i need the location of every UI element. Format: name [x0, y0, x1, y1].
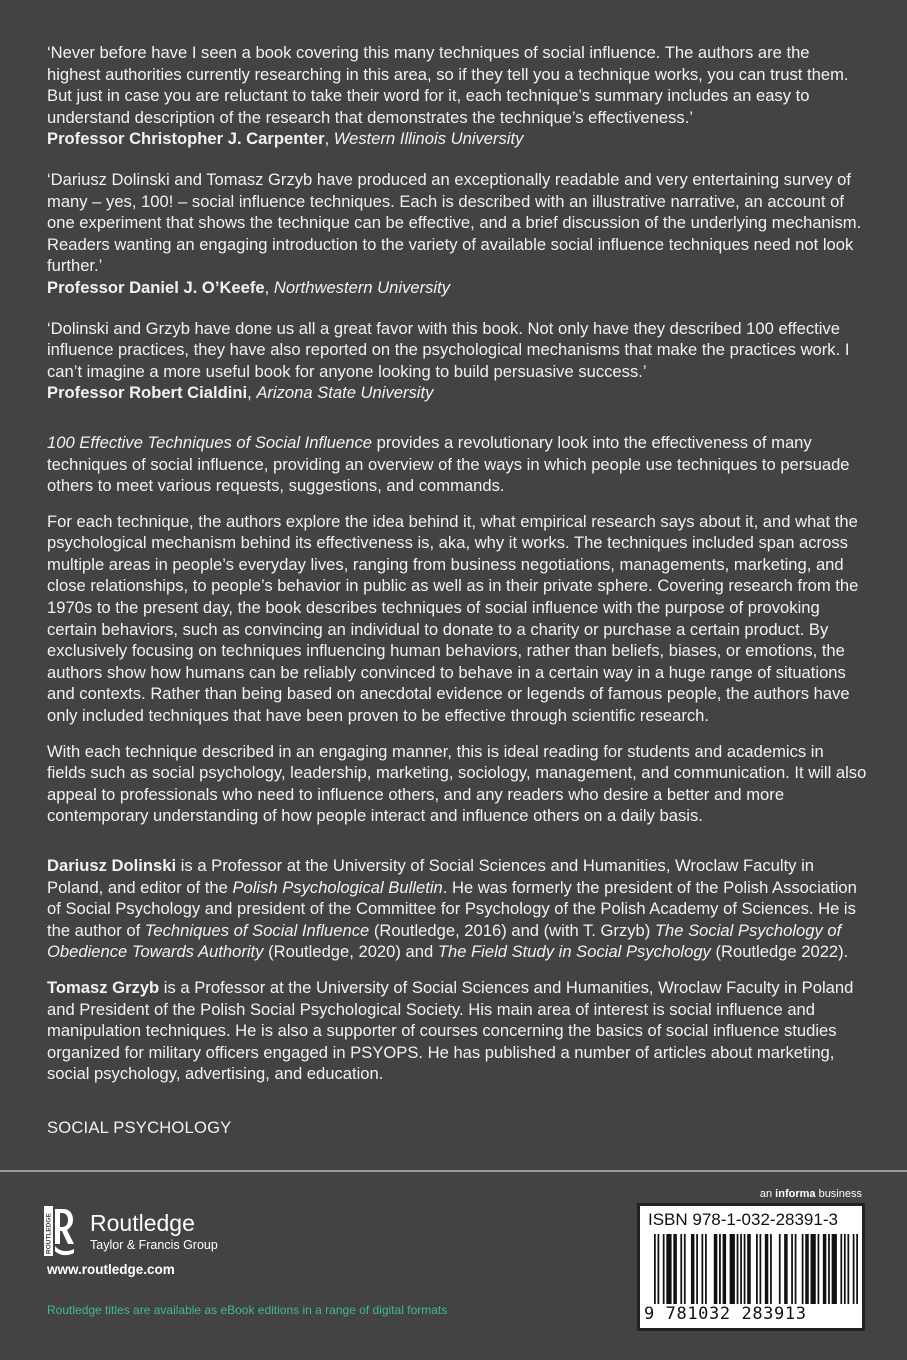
barcode-bar	[673, 1234, 677, 1304]
author-bio-1	[47, 855, 867, 963]
barcode-bar	[654, 1234, 656, 1304]
book-title: 100 Effective Techniques of Social Influence	[47, 432, 373, 452]
barcode-bar	[666, 1234, 671, 1304]
informa-business-label	[760, 1188, 862, 1200]
barcode-bar	[756, 1234, 758, 1304]
blurb-1	[47, 42, 867, 150]
blurb-2	[47, 169, 867, 299]
barcode-bar	[832, 1234, 837, 1304]
bio-text: . He was formerly the president of the Polish Association of Social Psychology and president of the Committee for Psychology of the Polish Academy of Sciences. He is the author of	[47, 877, 857, 940]
barcode-bar	[791, 1234, 793, 1304]
book-title: Techniques of Social Influence	[144, 920, 370, 940]
barcode-bar	[701, 1234, 703, 1304]
journal-title: Polish Psychological Bulletin	[232, 877, 443, 897]
back-cover-text	[47, 42, 867, 1085]
bio-text: is a Professor at the University of Social Sciences and Humanities, Wroclaw Faculty in Poland and President of the Polish Social Psychological Society. His main area of interest is social influence and manipulation techniques. He is also a supporter of courses concerning the basics of social influence studies organized for military officers engaged in PSYOPS. He has published a number of articles about marketing, social psychology, advertising, and education.	[47, 977, 854, 1084]
blurb-author: Professor Daniel J. O’Keefe	[47, 277, 265, 297]
blurb-affiliation: Western Illinois University	[333, 129, 524, 149]
divider	[0, 1170, 907, 1172]
blurb-affiliation: Arizona State University	[256, 383, 434, 403]
blurb-attribution: Professor Daniel J. O’Keefe, Northwestern University	[47, 277, 451, 297]
publisher-name: Routledge	[90, 1210, 195, 1236]
author-name: Tomasz Grzyb	[47, 977, 160, 997]
barcode-bar	[770, 1234, 772, 1304]
barcode-bar	[805, 1234, 809, 1304]
blurb-author: Professor Robert Cialdini	[47, 383, 248, 403]
description-paragraph-3: With each technique described in an engaging manner, this is ideal reading for students and academics in fields such as social psychology, leadership, marketing, sociology, management, and communication. It will also appeal to professionals who need to influence others, and any readers who desire a better and more contemporary understanding of how people interact and influence others on a daily basis.	[47, 741, 867, 826]
description-paragraph-1	[47, 432, 867, 497]
barcode-bar	[730, 1234, 735, 1304]
logo-vertical-text: ROUTLEDGE	[45, 1213, 53, 1254]
barcode-bar	[765, 1234, 769, 1304]
barcode-bar	[840, 1234, 842, 1304]
barcode-bar	[737, 1234, 739, 1304]
barcode-bar	[691, 1234, 695, 1304]
publisher-website: www.routledge.com	[47, 1262, 175, 1277]
barcode-bar	[784, 1234, 788, 1304]
barcode-bar	[719, 1234, 721, 1304]
barcode-bar	[714, 1234, 718, 1304]
barcode-bar	[828, 1234, 830, 1304]
barcode	[637, 1203, 865, 1331]
publisher-group: Taylor & Francis Group	[90, 1238, 218, 1252]
barcode-bar	[723, 1234, 727, 1304]
author-bio-2	[47, 977, 867, 1085]
barcode-bar	[856, 1234, 858, 1304]
barcode-bar	[744, 1234, 746, 1304]
bio-text: is a Professor at the University of Social Sciences and Humanities, Wroclaw Faculty in Poland, and editor of the	[47, 856, 814, 897]
barcode-bar	[847, 1234, 849, 1304]
barcode-bar	[760, 1234, 762, 1304]
barcode-bar	[818, 1234, 820, 1304]
blurb-quote: ‘Never before have I seen a book covering this many techniques of social influence. The authors are the highest authorities currently researching in this area, so if they tell you a technique works, you can trust them. But just in case you are reluctant to take their word for it, each technique’s summary includes an easy to understand description of the research that demonstrates the technique’s effectiveness.’	[47, 43, 849, 127]
book-title: The Social Psychology of Obedience Towards Authority	[47, 920, 842, 962]
barcode-bar	[663, 1234, 665, 1304]
bio-text: (Routledge, 2016) and (with T. Grzyb)	[369, 920, 655, 940]
blurb-attribution: Professor Christopher J. Carpenter, Western Illinois University	[47, 129, 524, 149]
blurb-quote: ‘Dolinski and Grzyb have done us all a great favor with this book. Not only have they described 100 effective influence practices, they have also reported on the psychological mechanisms that make the practices work. I can’t imagine a more useful book for anyone looking to build persuasive success.’	[47, 318, 850, 381]
barcode-bar	[811, 1234, 816, 1304]
barcode-bar	[823, 1234, 827, 1304]
book-title: The Field Study in Social Psychology	[437, 942, 711, 962]
barcode-bar	[802, 1234, 804, 1304]
barcode-bar	[853, 1234, 855, 1304]
barcode-bar	[795, 1234, 797, 1304]
barcode-bar	[740, 1234, 742, 1304]
routledge-logo-icon	[44, 1206, 74, 1256]
blurb-3	[47, 318, 867, 404]
isbn-number: ISBN 978-1-032-28391-3	[648, 1210, 838, 1229]
blurb-affiliation: Northwestern University	[273, 277, 451, 297]
blurb-author: Professor Christopher J. Carpenter	[47, 129, 325, 149]
author-name: Dariusz Dolinski	[47, 856, 177, 875]
barcode-bar	[779, 1234, 781, 1304]
ebook-note: Routledge titles are available as eBook editions in a range of digital formats	[47, 1303, 448, 1317]
barcode-bar	[844, 1234, 846, 1304]
blurb-quote: ‘Dariusz Dolinski and Tomasz Grzyb have produced an exceptionally readable and very entertaining survey of many – yes, 100! – social influence techniques. Each is described with an illustrative narrative, an account of one experiment that shows the technique can be effective, and a brief discussion of the underlying mechanism. Readers wanting an engaging introduction to the variety of available social influence techniques need not look further.’	[47, 169, 862, 276]
category-label: SOCIAL PSYCHOLOGY	[47, 1118, 232, 1137]
description-text: provides a revolutionary look into the effectiveness of many techniques of social influence, providing an overview of the ways in which people use techniques to persuade others to meet various requests, suggestions, and commands.	[47, 432, 850, 496]
informa-suffix: business	[815, 1188, 862, 1200]
barcode-bar	[680, 1234, 682, 1304]
barcode-icon	[654, 1234, 858, 1304]
bio-text: (Routledge, 2020) and	[263, 942, 438, 962]
blurb-attribution: Professor Robert Cialdini, Arizona State University	[47, 383, 434, 403]
barcode-bar	[705, 1234, 707, 1304]
description-paragraph-2: For each technique, the authors explore the idea behind it, what empirical research says about it, and what the psychological mechanism behind its effectiveness is, aka, why it works. The techniques included span across multiple areas in people’s everyday lives, ranging from business negotiations, managements, marketing, and close relationships, to people’s behavior in public as well as in their private sphere. Covering research from the 1970s to the present day, the book describes techniques of social influence with the purpose of provoking certain behaviors, such as convincing an individual to donate to a charity or purchase a certain product. By exclusively focusing on techniques influencing human behaviors, rather than beliefs, biases, or emotions, the authors show how humans can be reliably convinced to behave in a certain way in a huge range of situations and contexts. Rather than being based on anecdotal evidence or legends of famous people, the authors have only included techniques that have been proven to be effective through scientific research.	[47, 511, 859, 726]
barcode-bar	[658, 1234, 660, 1304]
informa-prefix: an	[759, 1188, 776, 1200]
barcode-bar	[747, 1234, 751, 1304]
barcode-bar	[684, 1234, 686, 1304]
bio-text: (Routledge 2022).	[710, 942, 849, 962]
barcode-bar	[696, 1234, 698, 1304]
publisher-brand	[90, 1210, 218, 1253]
informa-brand: informa	[775, 1188, 816, 1200]
barcode-digits: 9 781032 283913	[644, 1304, 807, 1324]
